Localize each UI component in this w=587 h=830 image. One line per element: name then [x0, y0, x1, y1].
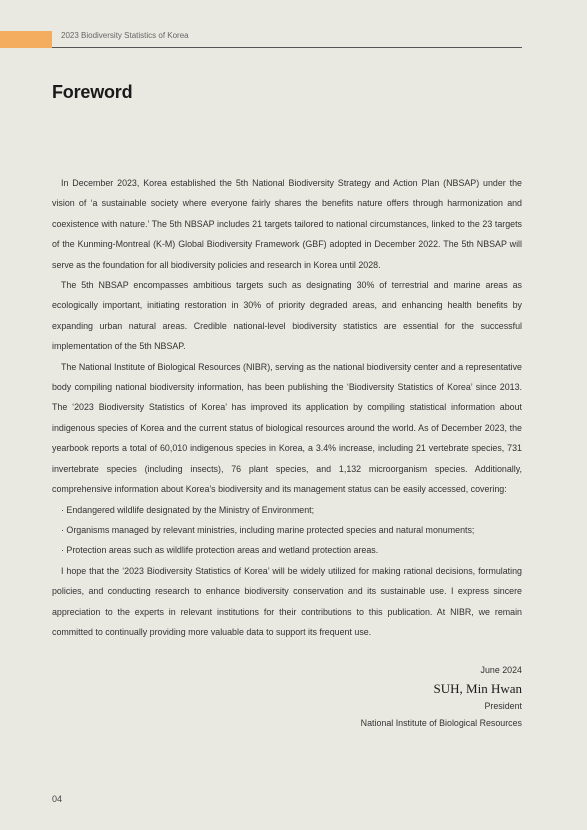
signatory-name: SUH, Min Hwan	[433, 681, 522, 696]
closing-paragraph: I hope that the ‘2023 Biodiversity Statistics of Korea’ will be widely utilized for making rational decisions, formulating policies, and conducting research to enhance biodiversity conservation and its sustainable use. I express sincere appreciation to the experts in relevant institutions for their contributions to this publication. At NIBR, we remain committed to continually providing more valuable data to support its frequent use.	[52, 565, 522, 637]
signatory-organization: National Institute of Biological Resources	[360, 718, 522, 728]
paragraph: The 5th NBSAP encompasses ambitious targets such as designating 30% of terrestrial and marine areas as ecologically important, initiating restoration in 30% of priority degraded areas, and enhancing health benefits by expanding urban natural areas. Credible national-level biodiversity statistics are essential for the successful implementation of the 5th NBSAP.	[52, 280, 522, 352]
list-item: · Endangered wildlife designated by the Ministry of Environment;	[61, 504, 315, 515]
page-number: 04	[52, 794, 63, 804]
header-accent-tab	[0, 31, 52, 48]
signatory-role: President	[484, 701, 522, 711]
list-item: · Protection areas such as wildlife protection areas and wetland protection areas.	[61, 545, 379, 556]
list-item: · Organisms managed by relevant ministries, including marine protected species and natural monuments;	[61, 524, 475, 535]
header-divider	[52, 47, 522, 48]
page-title: Foreword	[52, 82, 133, 102]
paragraph: In December 2023, Korea established the 5th National Biodiversity Strategy and Action Plan (NBSAP) under the vision of ‘a sustainable society where everyone fairly shares the benefits nature offers through harmonization and coexistence with nature.’ The 5th NBSAP includes 21 targets tailored to national circumstances, linked to the 23 targets of the Kunming-Montreal (K-M) Global Biodiversity Framework (GBF) adopted in December 2022. The 5th NBSAP will serve as the foundation for all biodiversity policies and research in Korea until 2028.	[52, 178, 522, 270]
coverage-list	[52, 500, 522, 561]
foreword-body	[52, 173, 522, 642]
signature-date: June 2024	[480, 665, 522, 675]
signature-block	[361, 660, 522, 732]
paragraph: The National Institute of Biological Resources (NIBR), serving as the national biodiversity center and a representative body compiling national biodiversity information, has been publishing the ‘Biodiversity Statistics of Korea’ since 2013. The ‘2023 Biodiversity Statistics of Korea’ has improved its application by compiling statistical information about indigenous species of Korea and the current status of biological resources around the world. As of December 2023, the yearbook reports a total of 60,010 indigenous species in Korea, a 3.4% increase, including 21 vertebrate species, 731 invertebrate species (including insects), 76 plant species, and 1,132 microorganism species. Additionally, comprehensive information about Korea’s biodiversity and its management status can be easily accessed, covering:	[52, 361, 522, 495]
running-title: 2023 Biodiversity Statistics of Korea	[61, 31, 189, 40]
